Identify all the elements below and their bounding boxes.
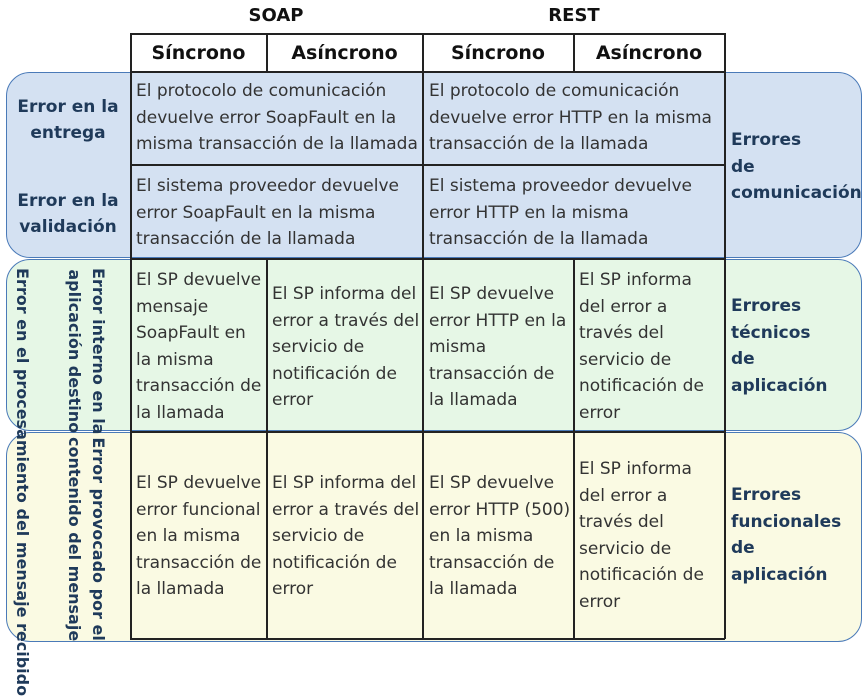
content-error-vertical-label: Error provocado por el contenido del mensaje	[65, 437, 108, 642]
internal-soap-sync-cell: El SP devuelve mensaje SoapFault en la misma transacción de la llamada	[136, 270, 262, 423]
technical-errors-label: Errores técnicos de aplicación	[731, 296, 828, 396]
rest-header: REST	[548, 5, 600, 26]
soap-async-header: Asíncrono	[291, 42, 398, 64]
rest-sync-header: Síncrono	[451, 42, 545, 64]
grid-row3-line	[130, 431, 725, 433]
validation-soap-cell: El sistema proveedor devuelve error SoapFault en la misma transacción de la llamada	[136, 176, 399, 249]
grid-header-line	[130, 71, 725, 73]
content-soap-sync-cell: El SP devuelve error funcional en la misma transacción de la llamada	[136, 473, 262, 599]
delivery-error-label: Error en la entrega	[17, 97, 119, 143]
rest-async-header: Asíncrono	[595, 42, 703, 64]
soap-header: SOAP	[248, 5, 304, 26]
grid-left-line	[130, 33, 132, 639]
grid-bottom-line	[130, 638, 725, 640]
communication-errors-label: Errores de comunicación	[731, 130, 862, 203]
internal-error-vertical-label: Error interno en la aplicación destino	[65, 268, 108, 435]
functional-errors-label: Errores funcionales de aplicación	[731, 485, 842, 585]
grid-right-line	[724, 33, 726, 639]
content-rest-sync-cell: El SP devuelve error HTTP (500) en la misma transacción de la llamada	[429, 473, 571, 599]
internal-rest-sync-cell: El SP devuelve error HTTP en la misma transacción de la llamada	[429, 284, 567, 410]
soap-sync-header: Síncrono	[151, 42, 246, 64]
grid-row1-line	[130, 164, 725, 166]
grid-soap-split	[266, 258, 268, 639]
delivery-soap-cell: El protocolo de comunicación devuelve error SoapFault en la misma transacción de la llamada	[136, 81, 418, 154]
content-rest-async-cell: El SP informa del error a través del servicio de notificación de error	[579, 459, 704, 612]
grid-row2-line	[130, 258, 725, 260]
validation-rest-cell: El sistema proveedor devuelve error HTTP en la misma transacción de la llamada	[429, 176, 692, 249]
grid-mid-line	[422, 33, 424, 639]
processing-error-vertical-label: Error en el procesamiento del mensaje recibido	[13, 268, 32, 696]
internal-soap-async-cell: El SP informa del error a través del servicio de notificación de error	[272, 284, 420, 410]
delivery-rest-cell: El protocolo de comunicación devuelve error HTTP en la misma transacción de la llamada	[429, 81, 712, 154]
grid-rest-split	[573, 258, 575, 639]
internal-rest-async-cell: El SP informa del error a través del servicio de notificación de error	[579, 270, 704, 423]
content-soap-async-cell: El SP informa del error a través del servicio de notificación de error	[272, 473, 420, 599]
validation-error-label: Error en la validación	[17, 191, 119, 237]
